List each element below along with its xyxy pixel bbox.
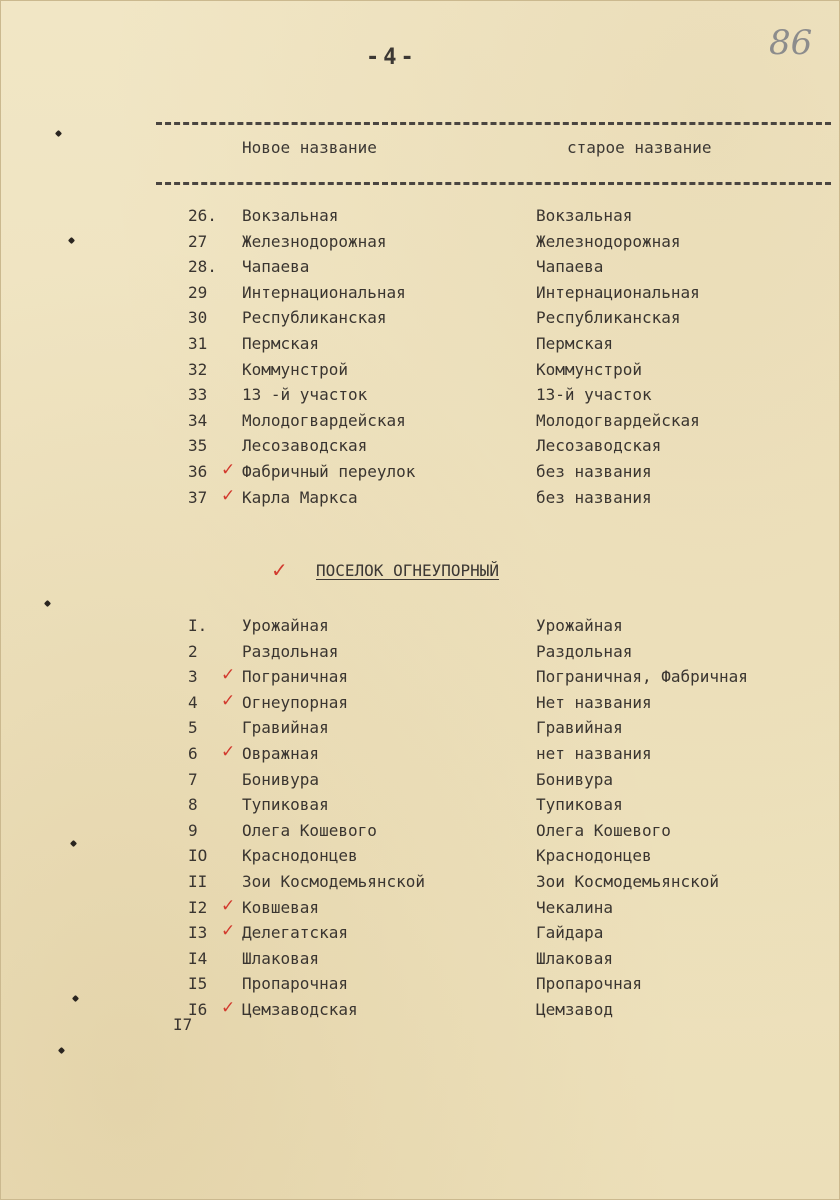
item-number: 34 <box>188 410 208 430</box>
new-street-name: Овражная <box>242 744 320 763</box>
old-street-name: Пермская <box>536 334 614 353</box>
list-item <box>1 718 840 742</box>
old-street-name: Чапаева <box>536 257 604 277</box>
item-number: 26. <box>188 206 217 225</box>
new-street-name: Делегатская <box>242 923 348 943</box>
old-street-name: без названия <box>536 462 652 481</box>
new-street-name: Бонивура <box>242 769 320 789</box>
item-number: 35 <box>188 436 208 456</box>
new-street-name: Ковшевая <box>242 897 320 917</box>
old-street-name: нет названия <box>536 744 652 763</box>
list-item <box>1 974 840 998</box>
item-number: 27 <box>188 231 208 251</box>
list-item <box>1 895 840 922</box>
item-number: 31 <box>188 334 208 353</box>
list-item <box>1 770 840 794</box>
list-item <box>1 283 840 307</box>
new-street-name: Вокзальная <box>242 206 339 225</box>
list-item <box>1 821 840 845</box>
old-street-name: Урожайная <box>536 616 623 635</box>
list-item <box>1 257 840 281</box>
new-street-name: Молодогвардейская <box>242 410 406 430</box>
new-street-name: Фабричный переулок <box>242 462 416 481</box>
new-street-name: Пропарочная <box>242 974 348 994</box>
old-street-name: Цемзавод <box>536 1000 614 1019</box>
item-number: IO <box>188 846 208 866</box>
check-mark-icon: ✓ <box>271 558 288 582</box>
new-street-name: Огнеупорная <box>242 692 348 712</box>
new-street-name: Пограничная <box>242 667 348 687</box>
list-item <box>1 690 840 717</box>
old-street-name: Республиканская <box>536 308 681 328</box>
item-number: 5 <box>188 718 198 738</box>
new-street-name: Шлаковая <box>242 948 320 968</box>
section-title: ПОСЕЛОК ОГНЕУПОРНЫЙ <box>316 561 500 580</box>
old-street-name: Вокзальная <box>536 206 633 225</box>
item-number: 3 <box>188 667 198 687</box>
list-item <box>1 485 840 512</box>
new-street-name: 13 -й участок <box>242 385 368 405</box>
new-street-name: Пермская <box>242 334 320 353</box>
item-number: 32 <box>188 359 208 379</box>
list-item <box>1 334 840 358</box>
punch-hole-mark <box>58 1047 65 1054</box>
item-number: 6 <box>188 744 198 763</box>
item-number: 9 <box>188 820 198 840</box>
new-street-name: Чапаева <box>242 257 310 277</box>
new-street-name: Республиканская <box>242 308 387 328</box>
old-street-name: Краснодонцев <box>536 846 652 866</box>
item-number: I6 <box>188 1000 208 1019</box>
list-item <box>1 744 840 768</box>
item-number: 8 <box>188 795 198 815</box>
old-street-name: без названия <box>536 487 652 507</box>
old-street-name: Чекалина <box>536 897 614 917</box>
item-number: 2 <box>188 641 198 661</box>
list-item <box>1 923 840 947</box>
list-item <box>1 232 840 256</box>
old-street-name: Гравийная <box>536 718 623 738</box>
list-item <box>1 642 840 666</box>
check-mark-icon: ✓ <box>221 895 236 916</box>
item-number: II <box>188 872 208 891</box>
new-street-name: Урожайная <box>242 616 329 635</box>
new-street-name: Раздольная <box>242 641 339 661</box>
new-street-name: Железнодорожная <box>242 231 387 251</box>
bottom-dashed-rule <box>156 182 831 185</box>
top-dashed-rule <box>156 122 831 125</box>
item-number: 29 <box>188 282 208 302</box>
item-number: I4 <box>188 948 208 968</box>
item-number: I5 <box>188 974 208 994</box>
old-street-name: Олега Кошевого <box>536 820 671 840</box>
check-mark-icon: ✓ <box>221 742 236 762</box>
list-item <box>1 206 840 230</box>
trailing-number: I7 <box>173 1015 193 1034</box>
old-street-name: 13-й участок <box>536 385 652 405</box>
old-street-name: Тупиковая <box>536 795 623 815</box>
old-street-name: Гайдара <box>536 923 604 943</box>
list-item <box>1 411 840 435</box>
old-street-name: Пограничная, Фабричная <box>536 667 748 687</box>
old-street-name: Лесозаводская <box>536 436 662 456</box>
list-item <box>1 462 840 486</box>
item-number: I. <box>188 616 208 635</box>
new-street-name: Тупиковая <box>242 795 329 815</box>
list-item <box>1 360 840 384</box>
list-item <box>1 795 840 819</box>
check-mark-icon: ✓ <box>221 690 236 711</box>
header-old-name: старое название <box>567 138 712 157</box>
item-number: 37 <box>188 487 208 507</box>
new-street-name: Карла Маркса <box>242 487 358 507</box>
check-mark-icon: ✓ <box>221 485 236 506</box>
new-street-name: Коммунстрой <box>242 359 348 379</box>
list-item <box>1 616 840 640</box>
old-street-name: Бонивура <box>536 769 614 789</box>
new-street-name: Краснодонцев <box>242 846 358 866</box>
new-street-name: Гравийная <box>242 718 329 738</box>
new-street-name: Олега Кошевого <box>242 820 377 840</box>
list-item <box>1 436 840 460</box>
list-item <box>1 846 840 870</box>
old-street-name: Железнодорожная <box>536 231 681 251</box>
old-street-name: Нет названия <box>536 692 652 712</box>
item-number: 36 <box>188 462 208 481</box>
item-number: 28. <box>188 257 217 277</box>
punch-hole-mark <box>55 130 62 137</box>
punch-hole-mark <box>44 600 51 607</box>
old-street-name: Молодогвардейская <box>536 410 700 430</box>
list-item <box>1 667 840 691</box>
item-number: 30 <box>188 308 208 328</box>
old-street-name: Интернациональная <box>536 282 700 302</box>
archive-number: 86 <box>769 23 813 63</box>
page-number: -4- <box>366 45 418 70</box>
old-street-name: Шлаковая <box>536 948 614 968</box>
old-street-name: Пропарочная <box>536 974 642 994</box>
item-number: I3 <box>188 923 208 943</box>
item-number: I2 <box>188 897 208 917</box>
check-mark-icon: ✓ <box>221 998 236 1018</box>
check-mark-icon: ✓ <box>221 460 236 480</box>
new-street-name: Цемзаводская <box>242 1000 358 1019</box>
old-street-name: Коммунстрой <box>536 359 642 379</box>
old-street-name: Зои Космодемьянской <box>536 872 720 891</box>
list-item <box>1 1000 840 1024</box>
check-mark-icon: ✓ <box>221 921 236 942</box>
list-item <box>1 872 840 896</box>
list-item <box>1 949 840 973</box>
item-number: 4 <box>188 692 198 712</box>
new-street-name: Лесозаводская <box>242 436 368 456</box>
list-item <box>1 385 840 409</box>
new-street-name: Интернациональная <box>242 282 406 302</box>
old-street-name: Раздольная <box>536 641 633 661</box>
new-street-name: Зои Космодемьянской <box>242 872 426 891</box>
item-number: 7 <box>188 769 198 789</box>
check-mark-icon: ✓ <box>221 665 236 686</box>
item-number: 33 <box>188 385 208 405</box>
list-item <box>1 308 840 332</box>
header-new-name: Новое название <box>242 138 377 157</box>
